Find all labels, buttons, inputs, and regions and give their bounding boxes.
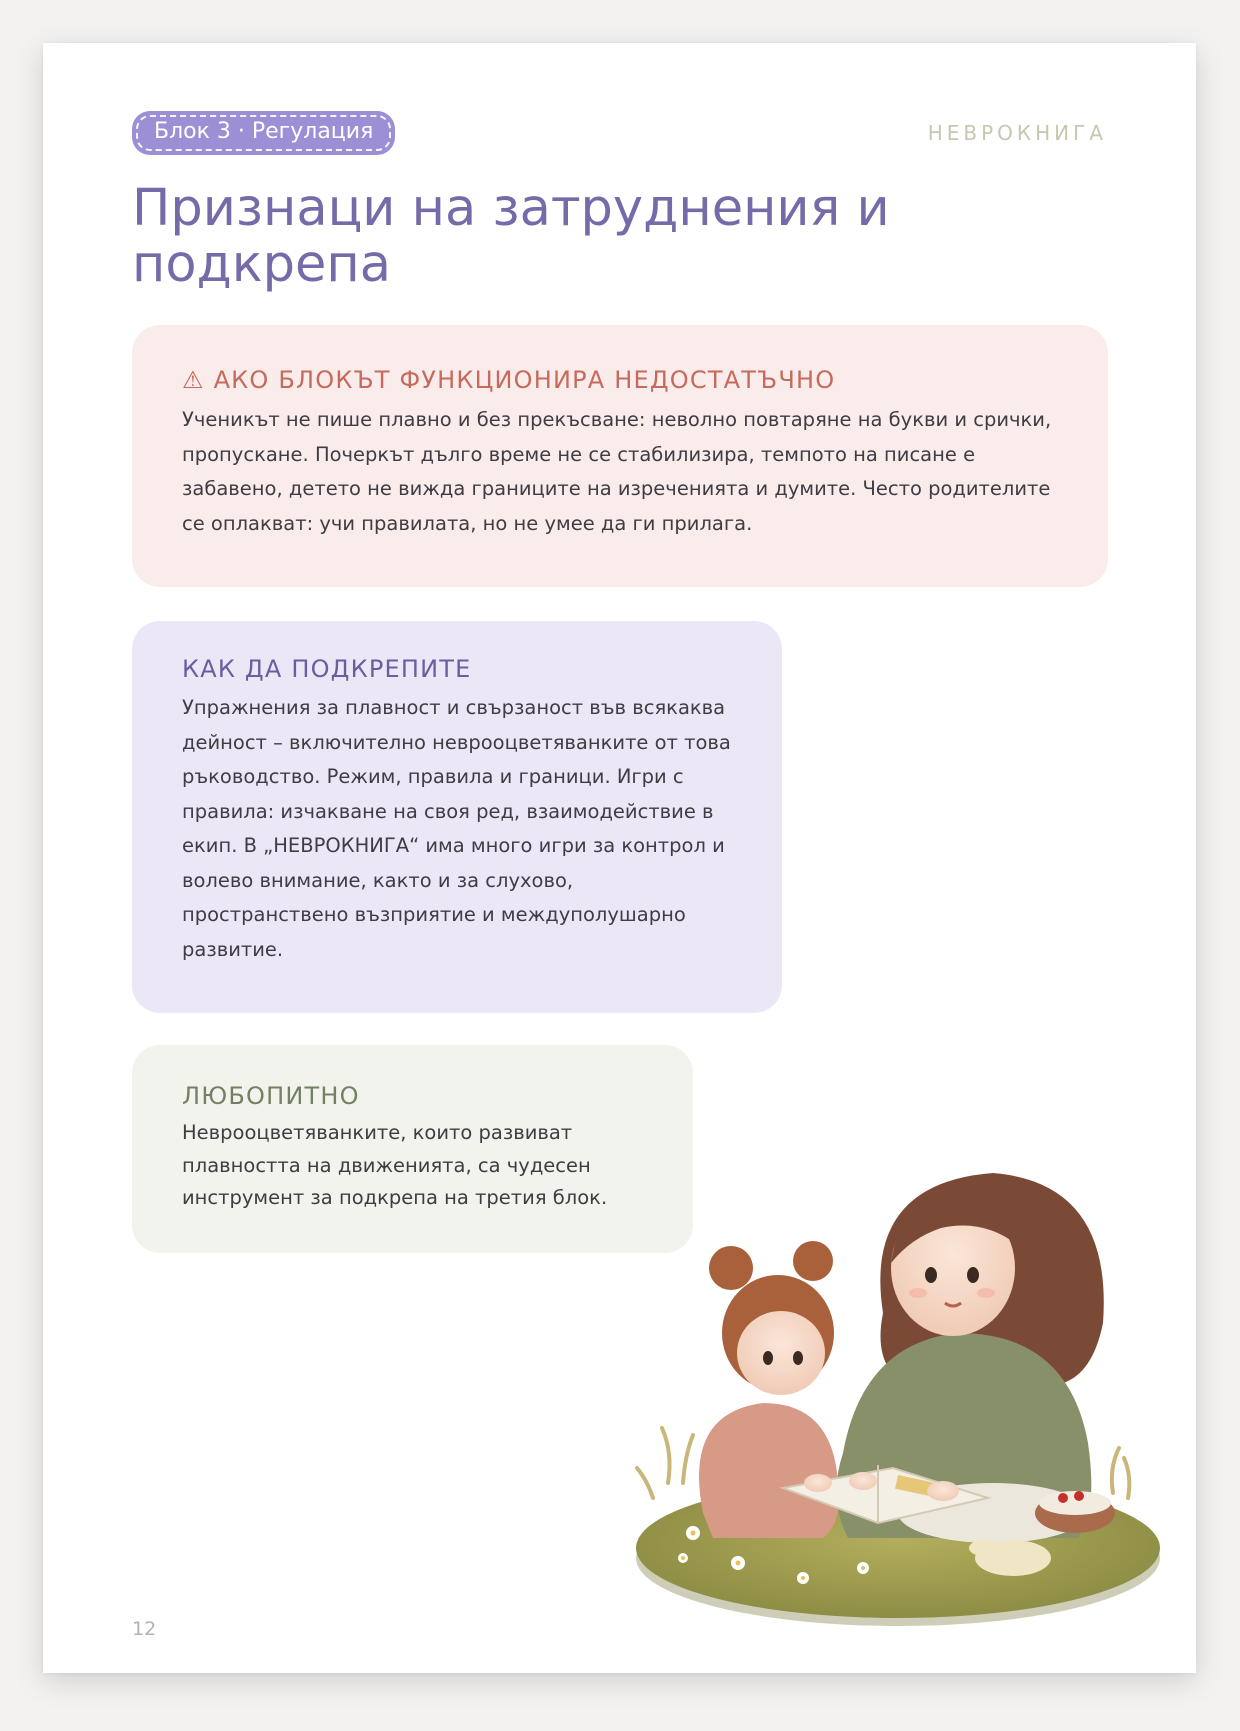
curious-body: Невроoцветяванките, които развиват плавността на движенията, са чудесен инструмент за подкрепа на третия блок. — [182, 1121, 608, 1209]
page-number: 12 — [132, 1618, 157, 1640]
curious-box — [132, 1045, 693, 1253]
page-title: Признаци на затруднения и подкрепа — [132, 179, 890, 294]
warning-heading — [182, 366, 1058, 394]
document-page — [43, 43, 1196, 1673]
warning-box — [132, 325, 1108, 587]
warning-triangle-icon: ⚠ — [182, 366, 205, 394]
mother-child-reading-illustration — [613, 1153, 1183, 1633]
block-chip: Блок 3 · Регулация — [132, 111, 395, 155]
warning-heading-text: АКО БЛОКЪТ ФУНКЦИОНИРА НЕДОСТАТЪЧНО — [213, 366, 836, 394]
support-body: Упражнения за плавност и свързаност във всякаква дейност – включително невроoцветяванките от това ръководство. Режим, правила и граници. Игри с правила: изчакване на своя ред, взаимодействие в екип. В „НЕВРОКНИГА“ има много игри за контрол и волево внимание, както и за слухово, пространствено възприятие и междуполушарно развитие. — [182, 696, 731, 961]
brand-label: НЕВРОКНИГА — [927, 121, 1107, 145]
support-heading: КАК ДА ПОДКРЕПИТЕ — [182, 655, 472, 683]
warning-body: Ученикът не пише плавно и без прекъсване: неволно повтаряне на букви и срички, пропускане. Почеркът дълго време не се стабилизира, темпото на писане е забавено, детето не вижда границите на изреченията и думите. Често родителите се оплакват: учи правилата, но не умее да ги прилага. — [182, 408, 1052, 535]
curious-heading: ЛЮБОПИТНО — [182, 1082, 360, 1110]
support-box — [132, 621, 782, 1013]
